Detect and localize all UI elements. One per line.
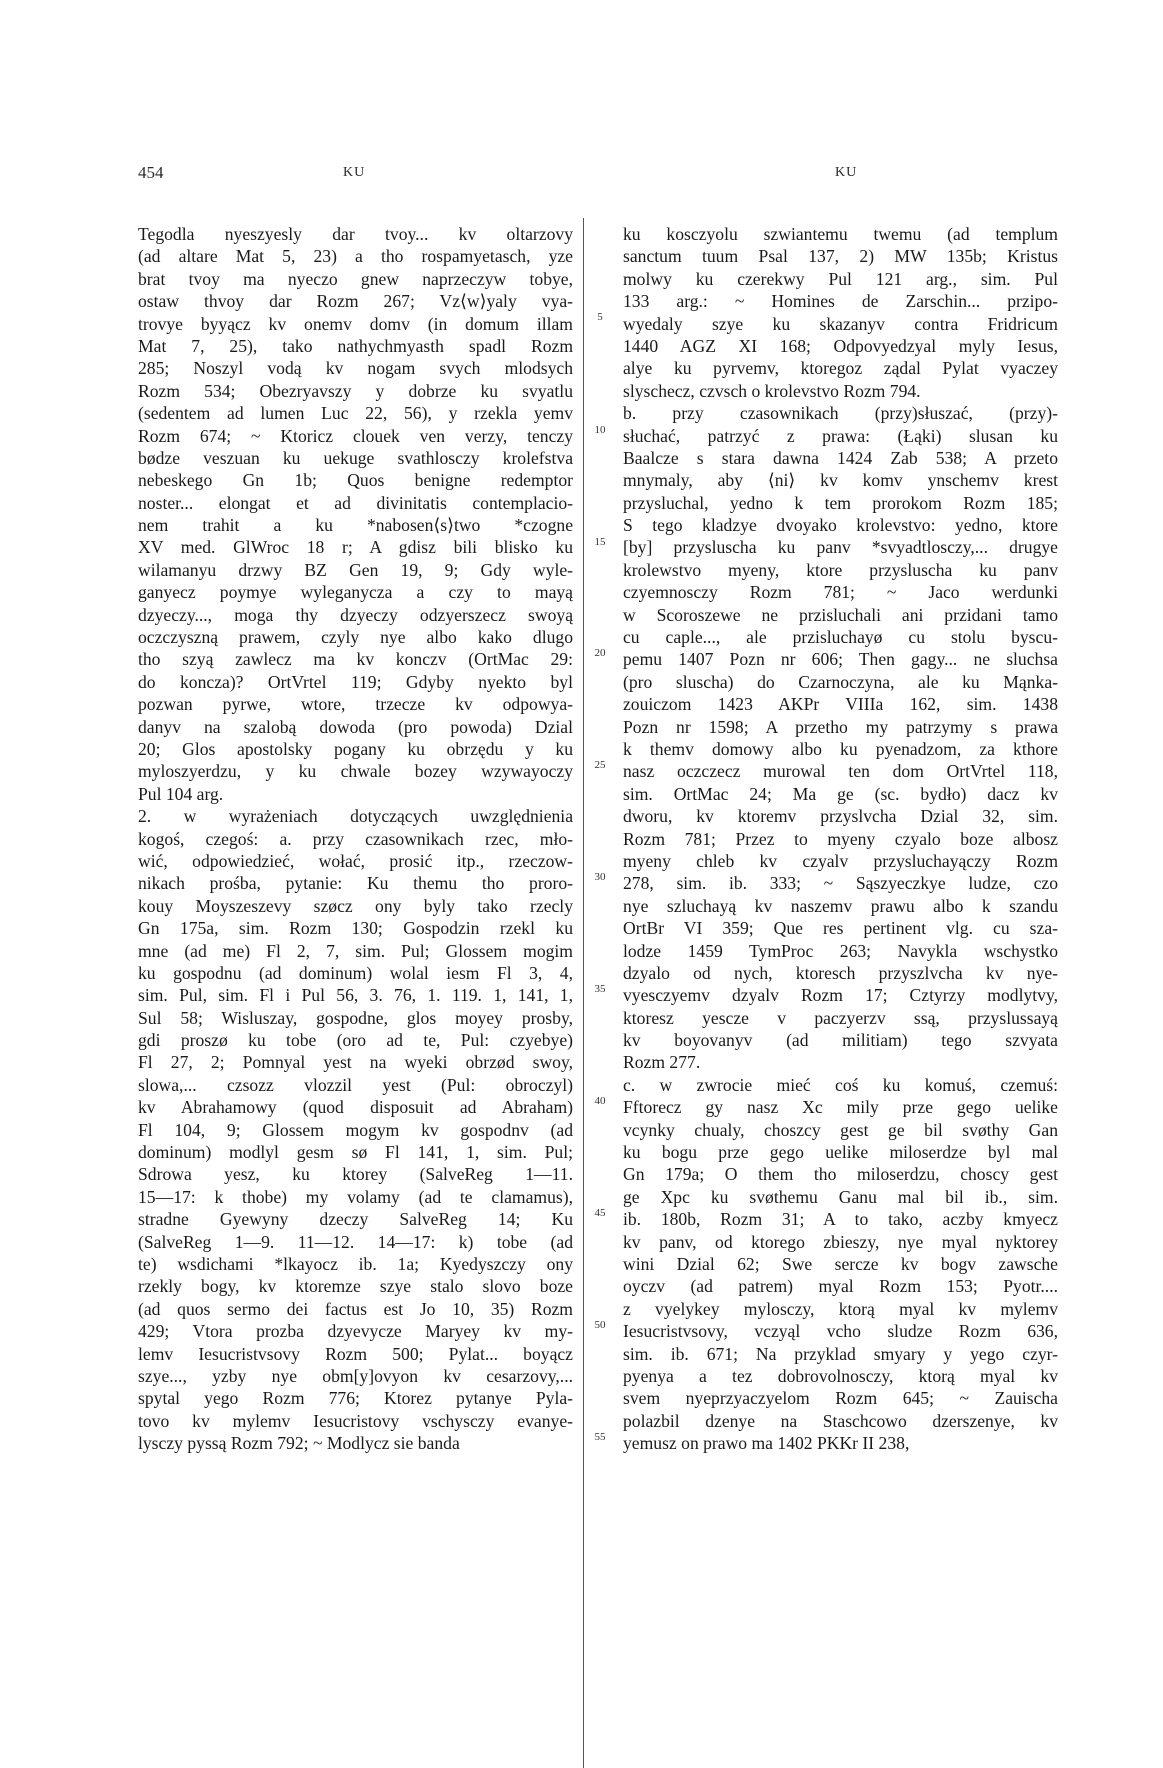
- line-number-5: 5: [597, 311, 603, 323]
- text-line: Sdrowa yesz, ku ktorey (SalveReg 1—11.: [138, 1164, 573, 1185]
- text-line: (pro sluscha) do Czarnoczyna, ale ku Mąnka-: [623, 671, 1058, 692]
- text-line: kogoś, czegoś: a. przy czasownikach rzec, mło-: [138, 828, 573, 849]
- line-number-20: 20: [594, 647, 606, 659]
- text-line: Rozm 534; Obezryavszy y dobrze ku svyatlu: [138, 380, 573, 401]
- text-line: ku bogu prze gego uelike miloserdze byl mal: [623, 1142, 1058, 1163]
- text-line: vcynky chualy, choszcy gest ge bil svøthy Gan: [623, 1119, 1058, 1140]
- text-line: myeny chleb kv czyalv przysluchayączy Rozm: [623, 850, 1058, 871]
- line-number-15: 15: [594, 536, 606, 548]
- text-line: cu caple..., ale przisluchayø cu stolu byscu-: [623, 627, 1058, 648]
- text-line: rzekly bogy, kv ktoremze szye stalo slovo boze: [138, 1276, 573, 1297]
- text-line: stradne Gyewyny dzeczy SalveReg 14; Ku: [138, 1209, 573, 1230]
- text-line: nebeskego Gn 1b; Quos benigne redemptor: [138, 470, 573, 491]
- text-line: (ad quos sermo dei factus est Jo 10, 35) Rozm: [138, 1298, 573, 1319]
- text-line: pyenya a tez dobrovolnosczy, ktorą myal kv: [623, 1365, 1058, 1386]
- line-number-30: 30: [594, 871, 606, 883]
- text-line: [by] przysluscha ku panv *svyadtlosczy,... drugye: [623, 537, 1058, 558]
- text-line: sim. ib. 671; Na przyklad smyary y yego czyr-: [623, 1343, 1058, 1364]
- text-line: polazbil dzenye na Staschcowo dzerszenye, kv: [623, 1410, 1058, 1431]
- text-line: kv boyovanyv (ad militiam) tego szvyata: [623, 1030, 1058, 1051]
- text-line: S tego kladzye dvoyako krolevstvo: yedno, ktore: [623, 515, 1058, 536]
- text-line: Pozn nr 1598; A przetho my patrzymy s prawa: [623, 716, 1058, 737]
- line-number-10: 10: [594, 424, 606, 436]
- text-line: ku kosczyolu szwiantemu twemu (ad templum: [623, 224, 1058, 244]
- text-line: Tegodla nyeszyesly dar tvoy... kv oltarzovy: [138, 224, 573, 244]
- line-number-40: 40: [594, 1095, 606, 1107]
- text-line: dominum) modlyl gesm sø Fl 141, 1, sim. Pul;: [138, 1142, 573, 1163]
- text-line: (ad altare Mat 5, 23) a tho rospamyetasch, yze: [138, 246, 573, 267]
- text-line: alye ku pyrvemv, ktoregoz ządal Pylat vyaczey: [623, 358, 1058, 379]
- text-line: 278, sim. ib. 333; ~ Sąszyeczkye ludze, czo: [623, 873, 1058, 894]
- text-line: XV med. GlWroc 18 r; A gdisz bili blisko ku: [138, 537, 573, 558]
- text-line: sim. OrtMac 24; Ma ge (sc. bydło) dacz kv: [623, 783, 1058, 804]
- text-line: gdi proszø ku tobe (oro ad te, Pul: czyebye): [138, 1030, 573, 1051]
- text-line: ostaw thvoy dar Rozm 267; Vz⟨w⟩yaly vya-: [138, 291, 573, 312]
- text-line: do koncza)? OrtVrtel 119; Gdyby nyekto byl: [138, 671, 573, 692]
- text-line: 429; Vtora prozba dzyevycze Maryey kv my-: [138, 1321, 573, 1342]
- page-number: 454: [138, 163, 164, 182]
- text-line: danyv na szalobą dowoda (pro powoda) Dzial: [138, 716, 573, 737]
- text-line: w Scoroszewe ne przisluchali ani przidani tamo: [623, 604, 1058, 625]
- text-line: Mat 7, 25), tako nathychmyasth spadl Rozm: [138, 335, 573, 356]
- text-line: b. przy czasownikach (przy)słuszać, (przy)-: [623, 403, 1058, 424]
- text-line: zouiczom 1423 AKPr VIIIa 162, sim. 1438: [623, 694, 1058, 715]
- text-line: czyemnosczy Rozm 781; ~ Jaco werdunki: [623, 582, 1058, 603]
- line-number-55: 55: [594, 1431, 606, 1443]
- text-line: nasz oczczecz murowal ten dom OrtVrtel 118,: [623, 761, 1058, 782]
- text-line: 133 arg.: ~ Homines de Zarschin... przipo-: [623, 291, 1058, 312]
- text-line: mne (ad me) Fl 2, 7, sim. Pul; Glossem mogim: [138, 940, 573, 961]
- text-line: Pul 104 arg.: [138, 783, 224, 804]
- text-line: yemusz on prawo ma 1402 PKKr II 238,: [623, 1433, 910, 1454]
- text-line: ku gospodnu (ad dominum) wolal iesm Fl 3, 4,: [138, 962, 573, 983]
- text-line: przysluchal, yedno k tem prorokom Rozm 185;: [623, 492, 1058, 513]
- text-line: kv Abrahamowy (quod disposuit ad Abraham): [138, 1097, 573, 1118]
- text-line: molwy ku czerekwy Pul 121 arg., sim. Pul: [623, 268, 1058, 289]
- text-line: spytal yego Rozm 776; Ktorez pytanye Pyla-: [138, 1388, 573, 1409]
- text-line: Gn 179a; O them tho miloserdzu, choscy gest: [623, 1164, 1058, 1185]
- text-line: 20; Glos apostolsky pogany ku obrzędu y ku: [138, 738, 573, 759]
- text-line: slowa,... czsozz vlozzil yest (Pul: obroczyl): [138, 1074, 573, 1095]
- left-column: [138, 223, 573, 1454]
- text-line: trovye byyącz kv onemv domv (in domum illam: [138, 313, 573, 334]
- text-line: te) wsdichami *lkayocz ib. 1a; Kyedyszczy ony: [138, 1253, 573, 1274]
- text-line: Gn 175a, sim. Rozm 130; Gospodzin rzekl ku: [138, 918, 573, 939]
- text-line: 1440 AGZ XI 168; Odpovyedzyal myly Iesus,: [623, 335, 1058, 356]
- running-head-left: KU: [343, 165, 366, 180]
- text-line: OrtBr VI 359; Que res pertinent vlg. cu sza-: [623, 918, 1058, 939]
- text-line: dzyalo od nych, ktoresch przyszlvcha kv nye-: [623, 962, 1058, 983]
- text-line: sim. Pul, sim. Fl i Pul 56, 3. 76, 1. 119. 1, 141, 1,: [138, 985, 573, 1006]
- text-line: vyesczyemv dzyalv Rozm 17; Cztyrzy modlytvy,: [623, 985, 1058, 1006]
- text-line: oczczyszną prawem, czyly nye albo kako dlugo: [138, 627, 573, 648]
- text-line: dzyeczy..., moga thy dzyeczy odzyerszecz swoyą: [138, 604, 573, 625]
- text-line: tho szyą zawlecz ma kv konczv (OrtMac 29:: [138, 649, 573, 670]
- running-head-right: KU: [835, 165, 858, 180]
- text-line: tovo kv mylemv Iesucristovy vschysczy evanye-: [138, 1410, 573, 1431]
- text-line: lemv Iesucristvsovy Rozm 500; Pylat... boyącz: [138, 1343, 573, 1364]
- text-line: ktoresz yescze v paczyerzv ssą, przyslussayą: [623, 1007, 1058, 1028]
- text-line: Rozm 674; ~ Ktoricz clouek ven verzy, tenczy: [138, 425, 573, 446]
- text-line: k themv domowy albo ku pyenadzom, za kthore: [623, 738, 1058, 759]
- line-number-45: 45: [594, 1207, 606, 1219]
- text-line: wini Dzial 62; Swe sercze kv bogv zawsche: [623, 1253, 1058, 1274]
- text-line: pemu 1407 Pozn nr 606; Then gagy... ne sluchsa: [623, 649, 1058, 670]
- text-line: Iesucristvsovy, vczyąl vcho sludze Rozm 636,: [623, 1321, 1058, 1342]
- text-line: c. w zwrocie mieć coś ku komuś, czemuś:: [623, 1074, 1058, 1095]
- text-line: 15—17: k thobe) my volamy (ad te clamamus),: [138, 1186, 573, 1207]
- text-line: z vyelykey mylosczy, ktorą myal kv mylemv: [623, 1298, 1058, 1319]
- line-number-25: 25: [594, 759, 606, 771]
- text-line: myloszyerdzu, y ku chwale bozey wzywayoczy: [138, 761, 573, 782]
- text-line: wyedaly szye ku skazanyv contra Fridricum: [623, 313, 1058, 334]
- text-line: wić, odpowiedzieć, wołać, prosić itp., rzeczow-: [138, 850, 573, 871]
- text-line: pozwan pyrwe, wtore, trzecze kv odpowya-: [138, 694, 573, 715]
- line-number-35: 35: [594, 983, 606, 995]
- text-line: (sedentem ad lumen Luc 22, 56), y rzekla yemv: [138, 403, 573, 424]
- text-line: 285; Noszyl vodą kv nogam svych mlodsych: [138, 358, 573, 379]
- text-line: dworu, kv ktoremv przyslvcha Dzial 32, sim.: [623, 806, 1058, 827]
- text-line: Rozm 781; Przez to myeny czyalo boze albosz: [623, 828, 1058, 849]
- text-line: mnymaly, aby ⟨ni⟩ kv komv ynschemv krest: [623, 470, 1058, 491]
- text-line: krolewstvo myeny, ktore przysluscha ku panv: [623, 559, 1058, 580]
- text-line: Fl 27, 2; Pomnyal yest na wyeki obrzød swoy,: [138, 1052, 573, 1073]
- text-line: noster... elongat et ad divinitatis contemplacio-: [138, 492, 573, 513]
- text-line: słuchać, patrzyć z prawa: (Łąki) slusan ku: [623, 425, 1058, 446]
- line-number-50: 50: [594, 1319, 606, 1331]
- text-line: (SalveReg 1—9. 11—12. 14—17: k) tobe (ad: [138, 1231, 573, 1252]
- text-line: brat tvoy ma nyeczo gnew naprzeczyw tobye,: [138, 268, 573, 289]
- text-line: sanctum tuum Psal 137, 2) MW 135b; Kristus: [623, 246, 1058, 267]
- text-line: bødze veszuan ku uekuge svathlosczy krolefstva: [138, 447, 573, 468]
- text-line: nikach prośba, pytanie: Ku themu tho proro-: [138, 873, 573, 894]
- text-line: kouy Moyszeszevy szøcz ony byly tako rzecly: [138, 895, 573, 916]
- text-line: Rozm 277.: [623, 1052, 701, 1073]
- text-line: lysczy pyssą Rozm 792; ~ Modlycz sie banda: [138, 1433, 460, 1454]
- text-line: slyschecz, czvsch o krolevstvo Rozm 794.: [623, 380, 921, 401]
- text-line: ge Xpc ku svøthemu Ganu mal bil ib., sim.: [623, 1186, 1058, 1207]
- text-line: Fftorecz gy nasz Xc mily prze gego uelike: [623, 1097, 1058, 1118]
- text-line: lodze 1459 TymProc 263; Navykla wschystko: [623, 940, 1058, 961]
- text-line: ib. 180b, Rozm 31; A to tako, aczby kmyecz: [623, 1209, 1058, 1230]
- text-line: 2. w wyrażeniach dotyczących uwzględnienia: [138, 806, 573, 827]
- text-line: kv panv, od ktorego zbieszy, nye myal nyktorey: [623, 1231, 1058, 1252]
- text-line: Fl 104, 9; Glossem mogym kv gospodnv (ad: [138, 1119, 573, 1140]
- text-line: svem nyeprzyaczyelom Rozm 645; ~ Zauischa: [623, 1388, 1058, 1409]
- right-column: [623, 223, 1058, 1454]
- text-line: nye szluchayą kv naszemv prawu albo k szandu: [623, 895, 1058, 916]
- text-line: oyczv (ad patrem) myal Rozm 153; Pyotr....: [623, 1276, 1058, 1297]
- text-line: wilamanyu drzwy BZ Gen 19, 9; Gdy wyle-: [138, 559, 573, 580]
- text-line: ganyecz poymye wyleganycza a czy to mayą: [138, 582, 573, 603]
- text-line: szye..., yzby nye obm[y]ovyon kv cesarzovy,...: [138, 1365, 573, 1386]
- text-line: nem trahit a ku *nabosen⟨s⟩two *czogne: [138, 515, 573, 536]
- text-line: Baalcze s stara dawna 1424 Zab 538; A przeto: [623, 447, 1058, 468]
- text-line: Sul 58; Wisluszay, gospodne, glos moyey prosby,: [138, 1007, 573, 1028]
- column-divider: [583, 218, 585, 1768]
